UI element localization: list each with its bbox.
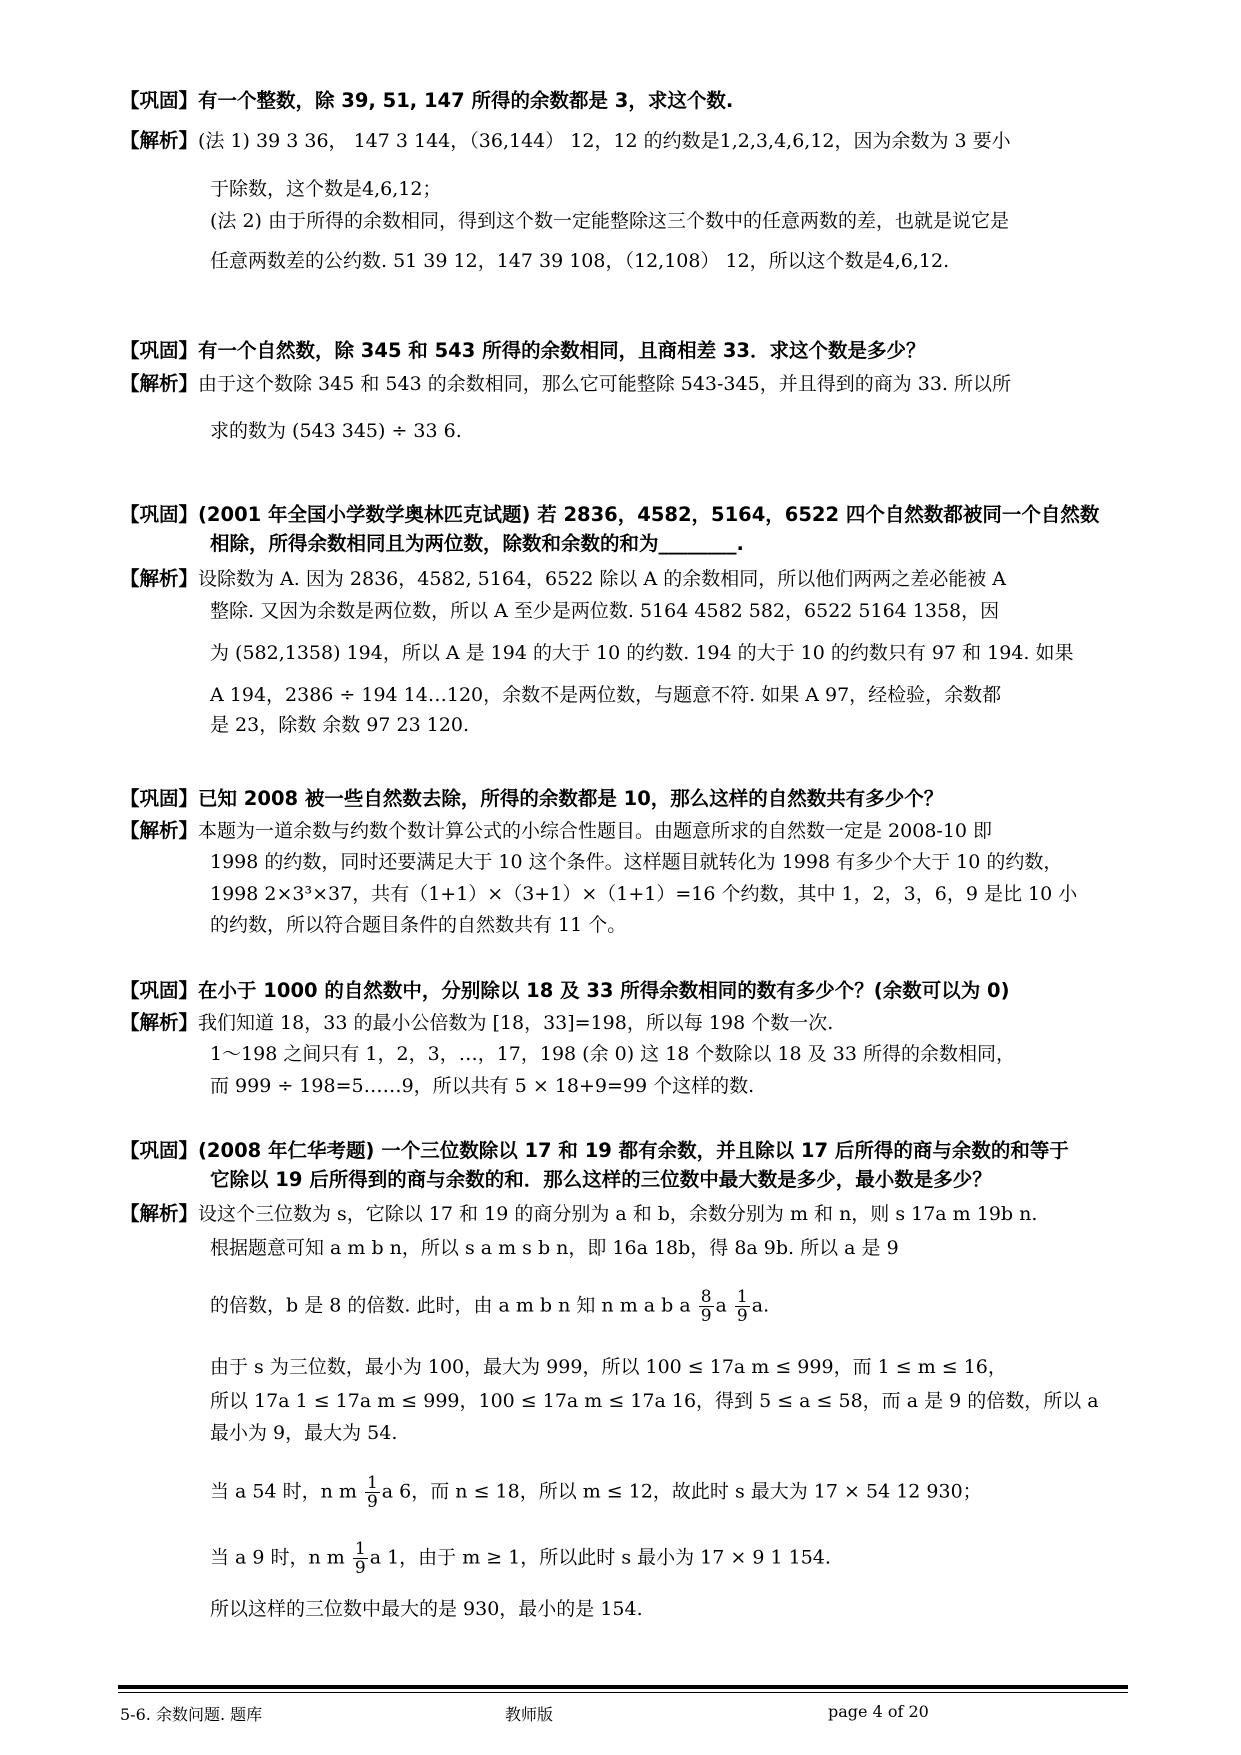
fraction: $\frac{1}{9}$	[736, 1287, 748, 1326]
answer-text: 设这个三位数为 s，它除以 17 和 19 的商分别为 a 和 b，余数分别为 m 和 n，则 s 17a m 19b n.	[198, 1203, 1038, 1225]
answer-6-line-3: 的倍数，b 是 8 的倍数. 此时，由 a m b n 知 n m a b a $\frac{8}{9}$ a $\frac{1}{9}$ a.	[210, 1287, 770, 1326]
question-text: (2008 年仁华考题) 一个三位数除以 17 和 19 都有余数，并且除以 17 后所得的商与余数的和等于	[198, 1139, 1069, 1162]
answer-5-line-1	[120, 1010, 833, 1036]
answer-text: 本题为一道余数与约数个数计算公式的小综合性题目。由题意所求的自然数一定是 2008-10 即	[198, 820, 993, 842]
question-tag: 【巩固】	[120, 339, 199, 362]
footer-rule-thin	[118, 1692, 1128, 1693]
question-4	[120, 786, 943, 812]
answer-text: 由于这个数除 345 和 543 的余数相同，那么它可能整除 543-345，并且得到的商为 33. 所以所	[198, 373, 1011, 395]
answer-6-line-5: 所以 17a 1 ≤ 17a m ≤ 999，100 ≤ 17a m ≤ 17a 16，得到 5 ≤ a ≤ 58，而 a 是 9 的倍数，所以 a	[210, 1390, 1099, 1412]
answer-3-line-3: 为 (582,1358) 194，所以 A 是 194 的大于 10 的约数. 194 的大于 10 的约数只有 97 和 194. 如果	[210, 642, 1074, 664]
answer-3-line-5: 是 23，除数 余数 97 23 120.	[210, 714, 470, 736]
answer-tag: 【解析】	[120, 1011, 199, 1034]
question-tag: 【巩固】	[120, 89, 199, 112]
question-6-line-2: 它除以 19 后所得到的商与余数的和．那么这样的三位数中最大数是多少，最小数是多少？	[210, 1168, 992, 1191]
question-6-line-1	[120, 1138, 1069, 1164]
answer-5-line-3: 而 999 ÷ 198=5……9，所以共有 5 × 18+9=99 个这样的数.	[210, 1075, 755, 1097]
answer-text: 我们知道 18，33 的最小公倍数为 [18，33]=198，所以每 198 个数一次.	[198, 1012, 834, 1034]
answer-3-line-4: A 194，2386 ÷ 194 14…120，余数不是两位数，与题意不符. 如果 A 97，经检验，余数都	[210, 684, 1002, 706]
question-5	[120, 978, 1009, 1004]
answer-tag: 【解析】	[120, 1202, 199, 1225]
question-3-line-1	[120, 502, 1099, 528]
answer-6-line-8: 当 a 9 时，n m $\frac{1}{9}$ a 1，由于 m ≥ 1，所以此时 s 最小为 17 × 9 1 154.	[210, 1539, 831, 1578]
answer-3-line-1	[120, 566, 1006, 592]
question-tag: 【巩固】	[120, 979, 199, 1002]
footer-center: 教师版	[505, 1705, 554, 1724]
answer-tag: 【解析】	[120, 819, 199, 842]
question-1	[120, 88, 733, 114]
answer-2-line-2: 求的数为 (543 345) ÷ 33 6.	[210, 420, 462, 442]
question-text: 在小于 1000 的自然数中，分别除以 18 及 33 所得余数相同的数有多少个？(余数可以为 0)	[198, 979, 1010, 1002]
fraction: $\frac{1}{9}$	[354, 1539, 366, 1578]
footer-rule-thick	[118, 1685, 1128, 1689]
answer-1-line-1	[120, 128, 1011, 154]
question-tag: 【巩固】	[120, 787, 199, 810]
answer-5-line-2: 1～198 之间只有 1，2，3，…，17，198 (余 0) 这 18 个数除以 18 及 33 所得的余数相同，	[210, 1043, 1015, 1065]
answer-3-line-2: 整除. 又因为余数是两位数，所以 A 至少是两位数. 5164 4582 582，6522 5164 1358，因	[210, 600, 1000, 622]
answer-tag: 【解析】	[120, 567, 199, 590]
footer-left: 5-6. 余数问题. 题库	[120, 1705, 263, 1724]
question-tag: 【巩固】	[120, 1139, 199, 1162]
answer-4-line-3: 1998 2×3³×37，共有（1+1）×（3+1）×（1+1）=16 个约数，其中 1，2，3，6，9 是比 10 小	[210, 883, 1078, 905]
answer-text: (法 1) 39 3 36， 147 3 144，（36,144） 12，12 的约数是1,2,3,4,6,12，因为余数为 3 要小	[198, 130, 1011, 152]
answer-1-line-3: (法 2) 由于所得的余数相同，得到这个数一定能整除这三个数中的任意两数的差，也就是说它是	[210, 210, 1009, 232]
question-text: 已知 2008 被一些自然数去除，所得的余数都是 10，那么这样的自然数共有多少个？	[198, 787, 944, 810]
answer-6-line-2: 根据题意可知 a m b n，所以 s a m s b n，即 16a 18b，得 8a 9b. 所以 a 是 9	[210, 1237, 899, 1259]
question-2	[120, 338, 926, 364]
answer-6-line-6: 最小为 9，最大为 54.	[210, 1422, 398, 1444]
answer-2-line-1	[120, 371, 1011, 397]
question-3-line-2: 相除，所得余数相同且为两位数，除数和余数的和为________.	[210, 532, 744, 555]
answer-tag: 【解析】	[120, 129, 199, 152]
fraction: $\frac{8}{9}$	[700, 1287, 712, 1326]
answer-text: 的倍数，b 是 8 的倍数. 此时，由 a m b n 知 n m a b a	[210, 1294, 691, 1317]
answer-1-line-2: 于除数，这个数是4,6,12；	[210, 178, 442, 200]
answer-6-line-7: 当 a 54 时，n m $\frac{1}{9}$ a 6，而 n ≤ 18，所以 m ≤ 12，故此时 s 最大为 17 × 54 12 930；	[210, 1473, 982, 1512]
answer-text: 设除数为 A. 因为 2836，4582, 5164，6522 除以 A 的余数相同，所以他们两两之差必能被 A	[198, 568, 1006, 590]
answer-6-line-9: 所以这样的三位数中最大的是 930，最小的是 154.	[210, 1598, 643, 1620]
answer-1-line-4: 任意两数差的公约数. 51 39 12，147 39 108，（12,108） 12，所以这个数是4,6,12.	[210, 250, 950, 272]
question-text: 有一个整数，除 39, 51, 147 所得的余数都是 3，求这个数.	[198, 89, 734, 112]
fraction: $\frac{1}{9}$	[366, 1473, 378, 1512]
answer-4-line-4: 的约数，所以符合题目条件的自然数共有 11 个。	[210, 914, 627, 936]
footer-page-number: page 4 of 20	[828, 1702, 929, 1721]
answer-6-line-4: 由于 s 为三位数，最小为 100，最大为 999，所以 100 ≤ 17a m ≤ 999，而 1 ≤ m ≤ 16，	[210, 1356, 1007, 1378]
answer-4-line-2: 1998 的约数，同时还要满足大于 10 这个条件。这样题目就转化为 1998 有多少个大于 10 的约数，	[210, 851, 1063, 873]
answer-6-line-1	[120, 1201, 1037, 1227]
question-text: (2001 年全国小学数学奥林匹克试题) 若 2836，4582，5164，6522 四个自然数都被同一个自然数	[198, 503, 1100, 526]
question-tag: 【巩固】	[120, 503, 199, 526]
answer-tag: 【解析】	[120, 372, 199, 395]
question-text: 有一个自然数，除 345 和 543 所得的余数相同，且商相差 33．求这个数是多少？	[198, 339, 926, 362]
answer-4-line-1	[120, 818, 992, 844]
